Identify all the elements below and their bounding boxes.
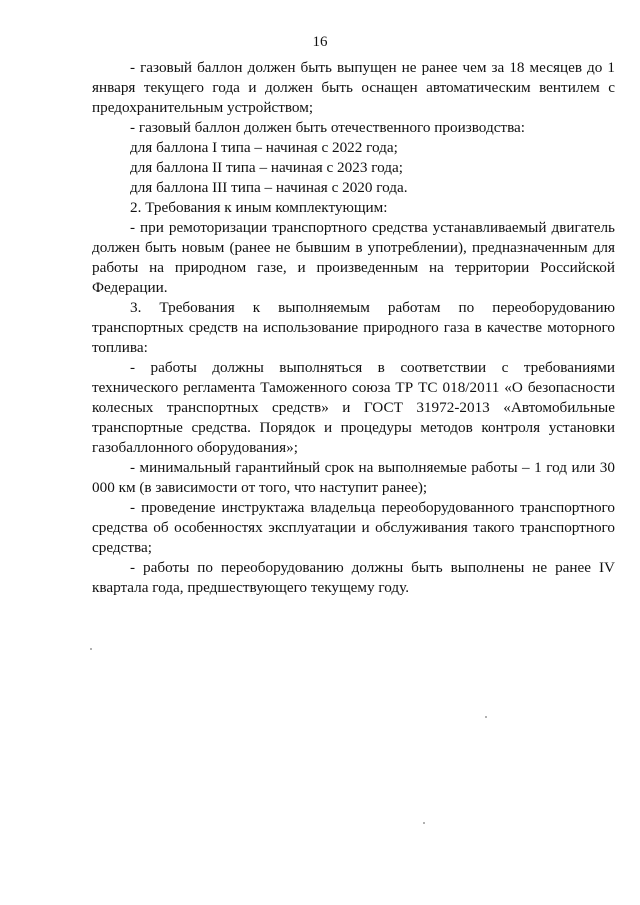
document-body: [92, 58, 615, 598]
paragraph-instruction: - проведение инструктажа владельца переоборудованного транспортного средства об особенностях эксплуатации и обслуживания такого транспортного средства;: [92, 499, 615, 556]
section-3-heading: 3. Требования к выполняемым работам по переоборудованию транспортных средств на использование природного газа в качестве моторного топлива:: [92, 299, 615, 356]
list-item-type-2: для баллона II типа – начиная с 2023 года;: [130, 159, 403, 176]
page-number: 16: [312, 34, 328, 50]
paragraph-warranty: - минимальный гарантийный срок на выполняемые работы – 1 год или 30 000 км (в зависимости от того, что наступит ранее);: [92, 459, 615, 496]
paragraph-regulations: - работы должны выполняться в соответствии с требованиями технического регламента Таможенного союза ТР ТС 018/2011 «О безопасности колесных транспортных средств» и ГОСТ 31972-2013 «Автомобильные транспортные средства. Порядок и процедуры методов контроля установки газобаллонного оборудования»;: [92, 359, 615, 456]
scan-speck: [485, 716, 487, 718]
paragraph-work-timing: - работы по переоборудованию должны быть выполнены не ранее IV квартала года, предшествующего текущему году.: [92, 559, 615, 596]
list-item-type-3: для баллона III типа – начиная с 2020 года.: [130, 179, 408, 196]
paragraph-remotorization: - при ремоторизации транспортного средства устанавливаемый двигатель должен быть новым (ранее не бывшим в употреблении), предназначенным для работы на природном газе, и произведенным на территории Российской Федерации.: [92, 219, 615, 296]
paragraph-gas-cylinder-date: - газовый баллон должен быть выпущен не ранее чем за 18 месяцев до 1 января текущего года и должен быть оснащен автоматическим вентилем с предохранительным устройством;: [92, 59, 615, 116]
list-item-type-1: для баллона I типа – начиная с 2022 года;: [130, 139, 398, 156]
paragraph-domestic-production: - газовый баллон должен быть отечественного производства:: [130, 119, 525, 136]
scan-speck: [90, 648, 92, 650]
section-2-heading: 2. Требования к иным комплектующим:: [130, 199, 388, 216]
scan-speck: [423, 822, 425, 824]
